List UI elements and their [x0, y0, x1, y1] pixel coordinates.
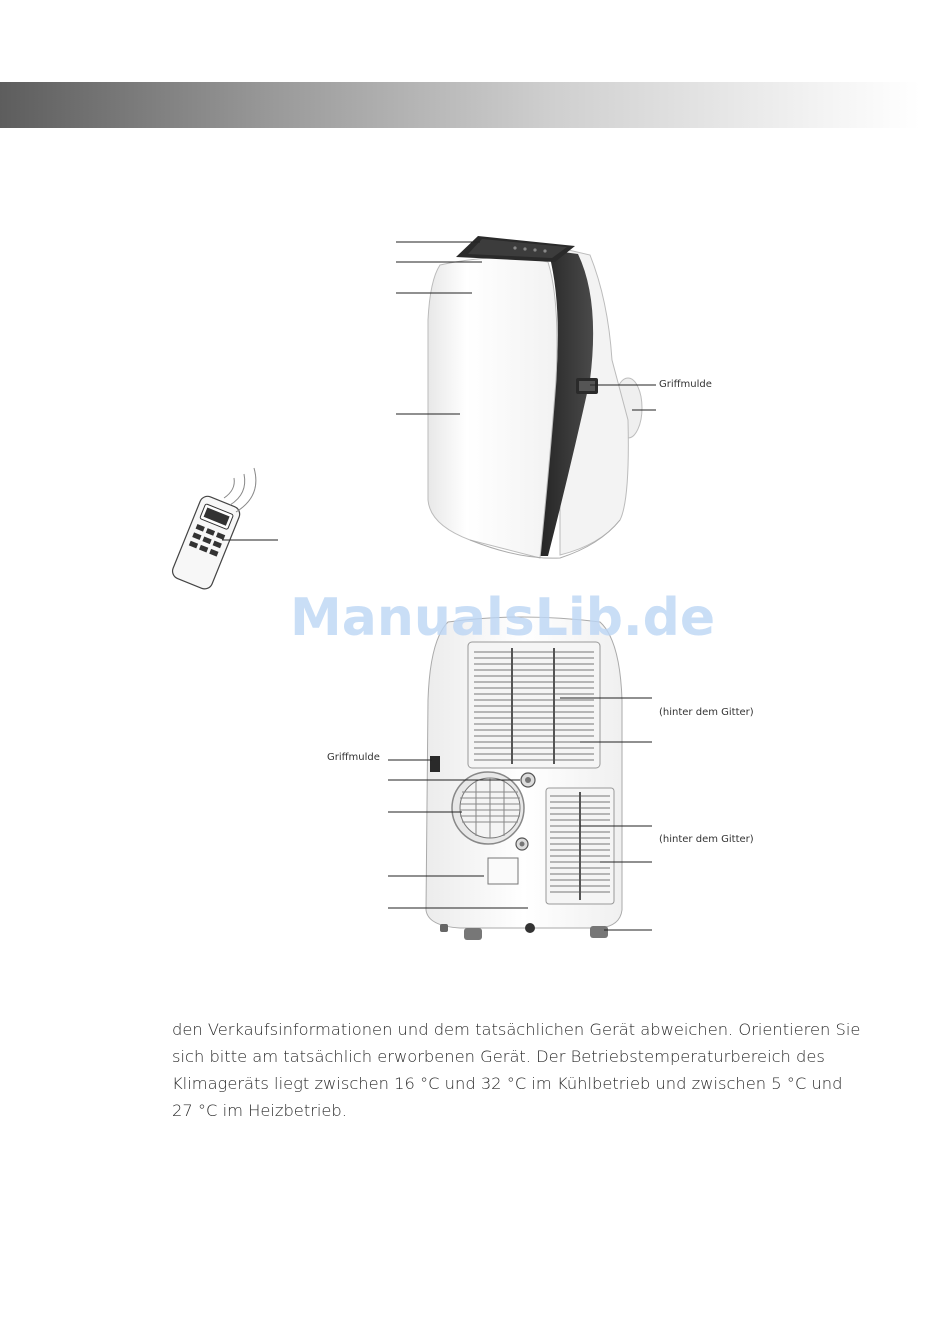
back-unit — [426, 617, 622, 940]
text-line-3: Klimageräts liegt zwischen 16 °C und 32 °C im Kühlbetrieb und zwischen 5 °C und — [172, 1074, 843, 1093]
label-griffmulde-back: Griffmulde — [327, 752, 380, 763]
text-line-2: sich bitte am tatsächlich erworbenen Gerät. Der Betriebstemperaturbereich des — [172, 1047, 825, 1066]
text-line-1: den Verkaufsinformationen und dem tatsächlichen Gerät abweichen. Orientieren Sie — [172, 1020, 861, 1039]
label-hinter-gitter-upper: (hinter dem Gitter) — [659, 707, 754, 718]
label-griffmulde-front: Griffmulde — [659, 379, 712, 390]
label-hinter-gitter-lower: (hinter dem Gitter) — [659, 834, 754, 845]
body-paragraph — [172, 1016, 862, 1124]
watermark: ManualsLib.de — [290, 588, 716, 648]
text-line-4: 27 °C im Heizbetrieb. — [172, 1101, 347, 1120]
front-unit — [428, 236, 642, 558]
remote-control — [170, 494, 242, 591]
